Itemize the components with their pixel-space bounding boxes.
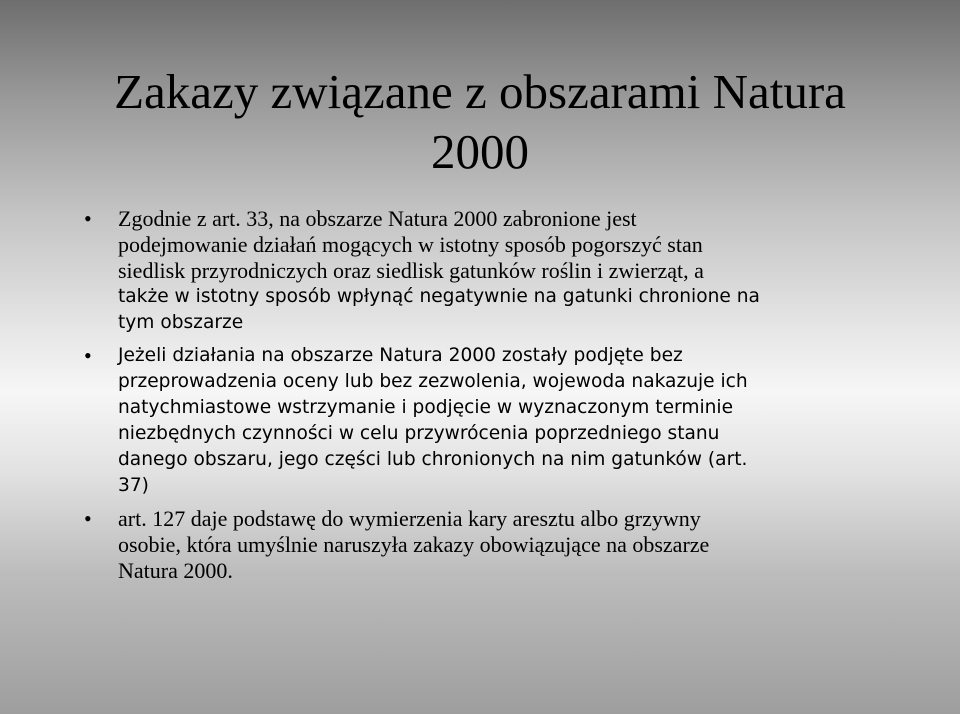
bullet-dot-icon: • xyxy=(84,206,92,231)
bullet-line: 37) xyxy=(118,475,149,496)
bullet-item xyxy=(0,506,760,584)
bullet-line: tym obszarze xyxy=(118,312,244,333)
bullet-line: natychmiastowe wstrzymanie i podjęcie w wyznaczonym terminie xyxy=(118,397,734,418)
title-line: 2000 xyxy=(431,124,529,179)
bullet-text xyxy=(118,206,760,336)
bullet-line: Natura 2000. xyxy=(118,558,233,583)
bullet-item xyxy=(0,343,760,499)
bullet-text xyxy=(118,506,760,584)
bullet-line: podejmowanie działań mogących w istotny sposób pogorszyć stan xyxy=(118,232,703,257)
bullet-item xyxy=(0,206,760,336)
bullet-line: osobie, która umyślnie naruszyła zakazy obowiązujące na obszarze xyxy=(118,532,710,557)
bullet-text xyxy=(118,343,760,499)
title-line: Zakazy związane z obszarami Natura xyxy=(114,64,846,119)
bullet-line: Jeżeli działania na obszarze Natura 2000 zostały podjęte bez xyxy=(118,345,683,366)
bullet-dot-icon: • xyxy=(84,506,92,531)
slide-title xyxy=(60,62,900,182)
bullet-line: także w istotny sposób wpłynąć negatywnie na gatunki chronione na xyxy=(118,286,760,307)
bullet-line: niezbędnych czynności w celu przywrócenia poprzedniego stanu xyxy=(118,423,720,444)
bullet-list xyxy=(0,206,760,591)
bullet-dot-icon: • xyxy=(84,343,92,368)
bullet-line: siedlisk przyrodniczych oraz siedlisk gatunków roślin i zwierząt, a xyxy=(118,258,704,283)
bullet-line: przeprowadzenia oceny lub bez zezwolenia, wojewoda nakazuje ich xyxy=(118,371,748,392)
bullet-line: art. 127 daje podstawę do wymierzenia kary aresztu albo grzywny xyxy=(118,506,701,531)
bullet-line: danego obszaru, jego części lub chronionych na nim gatunków (art. xyxy=(118,449,748,470)
bullet-line: Zgodnie z art. 33, na obszarze Natura 2000 zabronione jest xyxy=(118,206,637,231)
